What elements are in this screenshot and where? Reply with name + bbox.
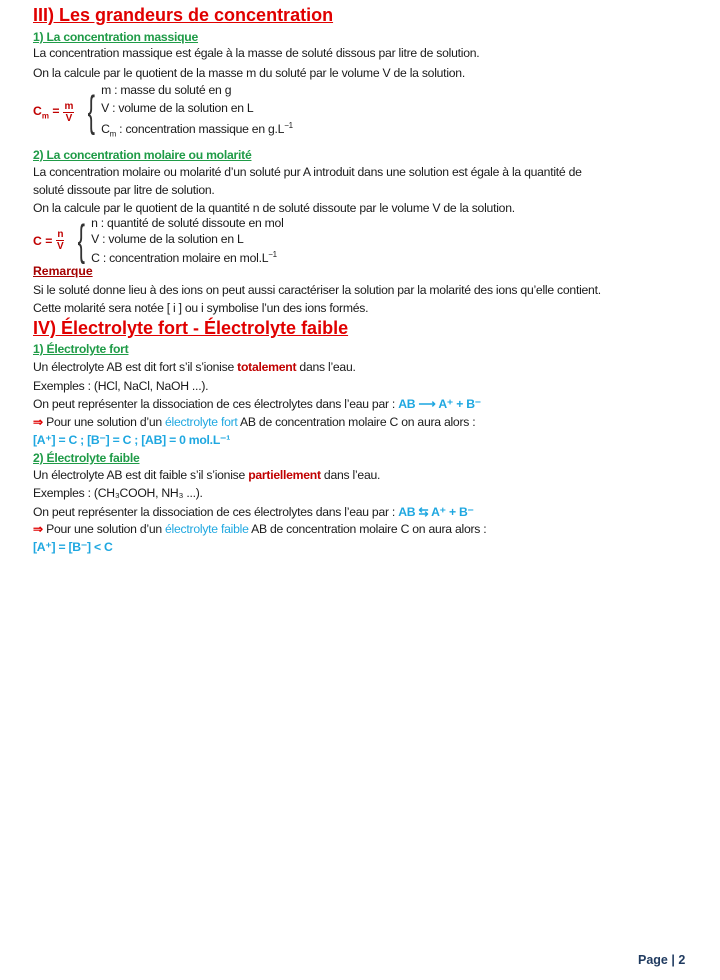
section-title-iv: IV) Électrolyte fort - Électrolyte faible [33,318,349,338]
heading-electrolyte-faible: 2) Électrolyte faible [33,451,140,465]
paragraph: Si le soluté donne lieu à des ions on peut aussi caractériser la solution par la molarité des ions qu’elle contient. [33,283,601,297]
conclusion [33,415,475,429]
formula-definitions [91,215,283,266]
emphasis: totalement [237,360,297,374]
definition [101,117,293,144]
fraction [56,229,64,252]
paragraph [33,360,356,374]
exponent: −1 [268,250,277,259]
conclusion [33,522,486,536]
definition [91,247,283,266]
equation: AB ⇆ A⁺ + B⁻ [398,505,474,519]
section-title-iii: III) Les grandeurs de concentration [33,5,334,25]
paragraph: La concentration molaire ou molarité d’un soluté pur A introduit dans une solution est égale à la quantité de [33,165,582,179]
numerator: n [57,229,64,241]
brace: { [88,87,96,137]
cm-subscript: m [41,111,49,121]
paragraph [33,397,481,411]
text: Pour une solution d’un [42,415,166,429]
paragraph: La concentration massique est égale à la masse de soluté dissous par litre de solution. [33,46,480,60]
result-equation: [A⁺] = C ; [B⁻] = C ; [AB] = 0 mol.L⁻¹ [33,433,231,447]
text: dans l’eau. [296,360,356,374]
brace: { [78,215,86,265]
text: Un électrolyte AB est dit faible s’il s’ionise [33,468,249,482]
formula-definitions [101,81,293,144]
numerator: m [64,100,74,112]
formula-cm [33,81,293,144]
exponent: −1 [284,121,293,130]
emphasis: électrolyte fort [165,415,238,429]
cm-symbol: C [101,122,110,137]
formula-lhs [33,229,64,252]
remark-heading: Remarque [33,264,93,278]
emphasis: partiellement [248,468,321,482]
paragraph: On la calcule par le quotient de la quantité n de soluté dissoute par le volume V de la solution. [33,201,515,215]
formula-lhs: $C_m$ = $\frac{m}{V}$ [33,100,74,124]
text: Pour une solution d’un [42,522,166,536]
heading-concentration-molaire: 2) La concentration molaire ou molarité [33,148,252,162]
cm-symbol: C [33,104,42,119]
c-symbol: C = [33,233,53,248]
paragraph: soluté dissoute par litre de solution. [33,183,215,197]
definition-text: C : concentration molaire en mol.L [91,251,269,266]
text: AB de concentration molaire C on aura alors : [248,522,487,536]
heading-concentration-massique: 1) La concentration massique [33,30,199,44]
definition: m : masse du soluté en g [101,83,232,97]
denominator: V [57,241,64,253]
text: On peut représenter la dissociation de ces électrolytes dans l’eau par : [33,397,399,411]
paragraph: Cette molarité sera notée [ i ] ou i symbolise l’un des ions formés. [33,301,369,315]
text: Un électrolyte AB est dit fort s’il s’ionise [33,360,238,374]
text: dans l’eau. [320,468,381,482]
emphasis: électrolyte faible [165,522,249,536]
paragraph [33,468,380,482]
text: AB de concentration molaire C on aura alors : [237,415,476,429]
implies-arrow-icon: ⇒ [33,522,43,536]
cm-subscript: m [109,129,117,139]
definition-text: : concentration massique en g.L [116,122,285,137]
denominator: V [65,112,73,124]
paragraph: On la calcule par le quotient de la masse m du soluté par le volume V de la solution. [33,66,465,80]
formula-c [33,215,284,266]
result-equation: [A⁺] = [B⁻] < C [33,540,113,554]
heading-electrolyte-fort: 1) Électrolyte fort [33,342,129,356]
fraction [63,101,74,124]
text: On peut représenter la dissociation de ces électrolytes dans l’eau par : [33,505,399,519]
definition: n : quantité de soluté dissoute en mol [91,216,284,230]
paragraph [33,505,474,519]
equation: AB ⟶ A⁺ + B⁻ [398,397,481,411]
page-number: Page | 2 [638,953,686,967]
examples: Exemples : (CH₃COOH, NH₃ ...). [33,486,203,500]
definition: V : volume de la solution en L [101,101,254,115]
examples: Exemples : (HCl, NaCl, NaOH ...). [33,379,209,393]
definition: V : volume de la solution en L [91,232,244,246]
implies-arrow-icon: ⇒ [33,415,43,429]
